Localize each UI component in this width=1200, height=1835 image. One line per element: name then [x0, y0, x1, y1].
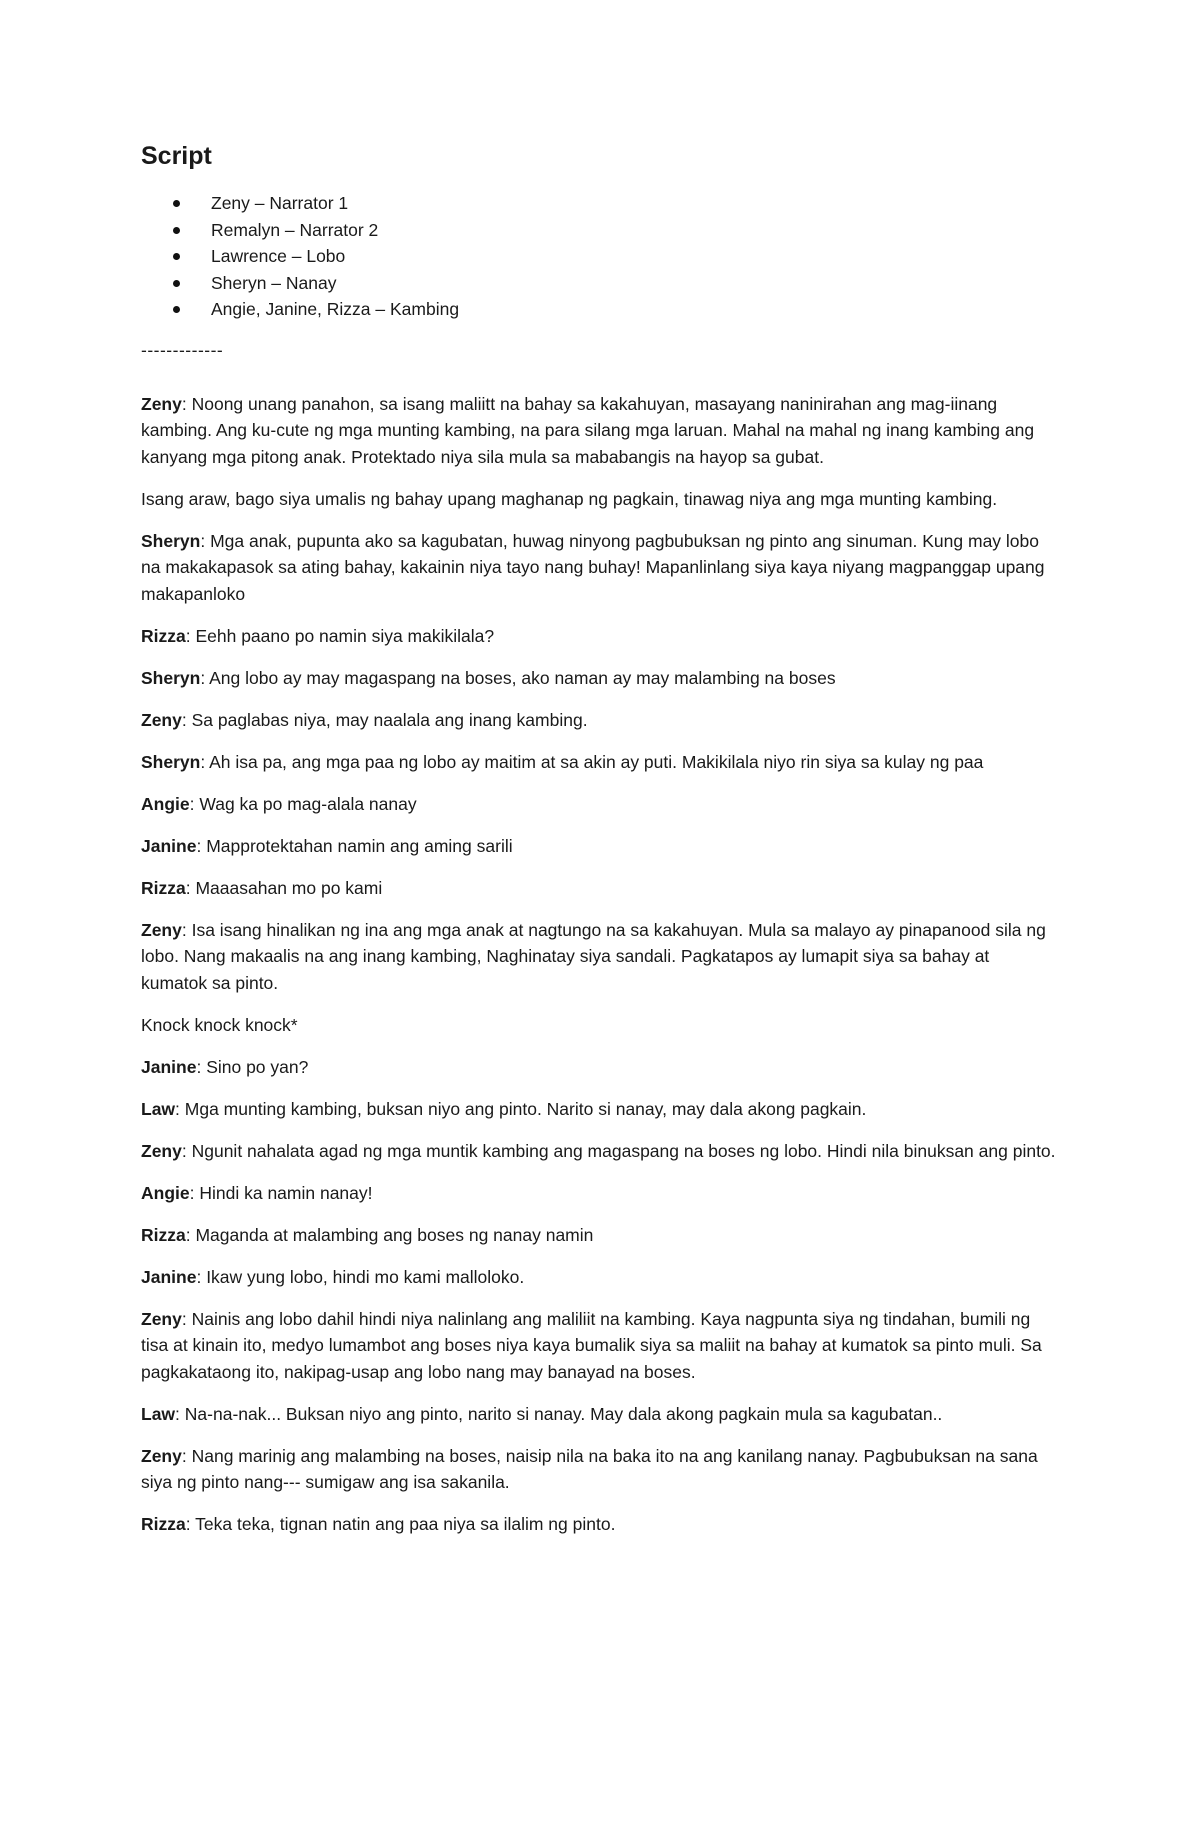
line-text: Ngunit nahalata agad ng mga muntik kambing ang magaspang na boses ng lobo. Hindi nila binuksan ang pinto.	[191, 1140, 1056, 1161]
divider: -------------	[141, 339, 224, 360]
speaker-name: Zeny	[141, 709, 182, 730]
cast-item-text: Angie, Janine, Rizza – Kambing	[211, 299, 460, 319]
speaker-name: Sheryn	[141, 667, 201, 688]
dialogue-line	[141, 486, 1056, 513]
dialogue-line	[141, 1443, 1056, 1496]
dialogue-line	[141, 1222, 1056, 1249]
speaker-name: Janine	[141, 835, 197, 856]
cast-item-text: Sheryn – Nanay	[211, 272, 337, 293]
dialogue-line	[141, 1511, 1056, 1538]
cast-item	[211, 190, 1056, 217]
speaker-colon: :	[181, 393, 192, 414]
speaker-colon: :	[181, 709, 192, 730]
dialogue	[141, 391, 1056, 1538]
speaker-colon: :	[181, 1445, 192, 1466]
speaker-name: Rizza	[141, 1514, 186, 1534]
cast-item-text: Zeny – Narrator 1	[211, 193, 349, 213]
dialogue-line	[141, 528, 1056, 608]
dialogue-line	[141, 623, 1056, 650]
line-text: Maganda at malambing ang boses ng nanay namin	[195, 1224, 594, 1245]
speaker-name: Angie	[141, 793, 190, 814]
dialogue-line	[141, 875, 1056, 902]
line-text: Noong unang panahon, sa isang maliitt na bahay sa kakahuyan, masayang naninirahan ang mag-iinang kambing. Ang ku-cute ng mga munting kambing, na para silang mga laruan. Mahal na mahal ng inang kambing ang kanyang mga pitong anak. Protektado niya sila mula sa mababangis na hayop sa gubat.	[141, 393, 1035, 467]
dialogue-line	[141, 917, 1056, 997]
speaker-colon: :	[175, 1403, 185, 1424]
line-text: Nainis ang lobo dahil hindi niya nalinlang ang maliliit na kambing. Kaya nagpunta siya ng tindahan, bumili ng tisa at kinain ito, medyo lumambot ang boses niya kaya bumalik siya sa maliit na bahay at kumatok sa pinto muli. Sa pagkakataong ito, nakipag-usap ang lobo nang may banayad na boses.	[141, 1308, 1042, 1382]
dialogue-line	[141, 1180, 1056, 1207]
dialogue-line	[141, 707, 1056, 734]
cast-item-text: Remalyn – Narrator 2	[211, 219, 379, 240]
speaker-colon: :	[175, 1098, 185, 1119]
cast-item-text: Lawrence – Lobo	[211, 246, 346, 266]
speaker-colon: :	[200, 530, 211, 551]
line-text: Teka teka, tignan natin ang paa niya sa ilalim ng pinto.	[195, 1514, 616, 1534]
speaker-name: Angie	[141, 1182, 190, 1203]
line-text: Ikaw yung lobo, hindi mo kami malloloko.	[206, 1266, 525, 1287]
dialogue-line	[141, 1054, 1056, 1081]
dialogue-line	[141, 791, 1056, 818]
dialogue-line	[141, 833, 1056, 860]
speaker-name: Rizza	[141, 625, 186, 646]
speaker-name: Zeny	[141, 919, 182, 940]
line-text: Hindi ka namin nanay!	[199, 1182, 373, 1203]
speaker-colon: :	[181, 919, 192, 940]
dialogue-line	[141, 665, 1056, 692]
line-text: Mga munting kambing, buksan niyo ang pinto. Narito si nanay, may dala akong pagkain.	[184, 1098, 867, 1119]
dialogue-line	[141, 391, 1056, 471]
bullet-icon	[173, 253, 180, 260]
speaker-name: Zeny	[141, 1140, 182, 1161]
line-text: Isang araw, bago siya umalis ng bahay upang maghanap ng pagkain, tinawag niya ang mga munting kambing.	[141, 488, 998, 509]
dialogue-line	[141, 1012, 1056, 1039]
line-text: Eehh paano po namin siya makikilala?	[195, 625, 495, 646]
bullet-icon	[173, 227, 180, 234]
line-text: Wag ka po mag-alala nanay	[199, 793, 417, 814]
speaker-name: Janine	[141, 1056, 197, 1077]
speaker-name: Law	[141, 1403, 176, 1424]
line-text: Ah isa pa, ang mga paa ng lobo ay maitim at sa akin ay puti. Makikilala niyo rin siya sa kulay ng paa	[209, 751, 984, 772]
speaker-colon: :	[196, 1056, 207, 1077]
bullet-icon	[173, 200, 180, 207]
speaker-colon: :	[181, 1308, 192, 1329]
cast-item	[211, 243, 1056, 270]
dialogue-line	[141, 1138, 1056, 1165]
cast-item	[211, 296, 1056, 323]
speaker-colon: :	[185, 625, 196, 646]
document-page	[141, 140, 1056, 1553]
line-text: Na-na-nak... Buksan niyo ang pinto, narito si nanay. May dala akong pagkain mula sa kagubatan..	[184, 1403, 943, 1424]
speaker-colon: :	[185, 877, 196, 898]
dialogue-line	[141, 1264, 1056, 1291]
speaker-colon: :	[200, 667, 210, 688]
dialogue-line	[141, 1306, 1056, 1386]
line-text: Mapprotektahan namin ang aming sarili	[206, 835, 513, 856]
speaker-name: Zeny	[141, 1308, 182, 1329]
line-text: Isa isang hinalikan ng ina ang mga anak at nagtungo na sa kakahuyan. Mula sa malayo ay pinapanood sila ng lobo. Nang makaalis na ang inang kambing, Naghinatay siya sandali. Pagkatapos ay lumapit siya sa bahay at kumatok sa pinto.	[141, 919, 1046, 993]
speaker-colon: :	[189, 1182, 200, 1203]
speaker-name: Janine	[141, 1266, 197, 1287]
line-text: Mga anak, pupunta ako sa kagubatan, huwag ninyong pagbubuksan ng pinto ang sinuman. Kung may lobo na makakapasok sa ating bahay, kakainin niya tayo nang buhay! Mapanlinlang siya kaya niyang magpanggap upang makapanloko	[141, 530, 1045, 604]
speaker-colon: :	[196, 1266, 207, 1287]
dialogue-line	[141, 1401, 1056, 1428]
line-text: Ang lobo ay may magaspang na boses, ako naman ay may malambing na boses	[209, 667, 836, 688]
speaker-name: Zeny	[141, 1445, 182, 1466]
line-text: Maaasahan mo po kami	[195, 877, 383, 898]
page-title: Script	[141, 142, 212, 170]
speaker-name: Zeny	[141, 393, 182, 414]
speaker-name: Sheryn	[141, 530, 201, 551]
line-text: Knock knock knock*	[141, 1014, 298, 1035]
speaker-colon: :	[200, 751, 210, 772]
speaker-name: Rizza	[141, 1224, 186, 1245]
speaker-colon: :	[181, 1140, 192, 1161]
line-text: Sa paglabas niya, may naalala ang inang kambing.	[191, 709, 588, 730]
dialogue-line	[141, 1096, 1056, 1123]
line-text: Sino po yan?	[206, 1056, 309, 1077]
cast-item	[211, 217, 1056, 244]
speaker-colon: :	[185, 1224, 196, 1245]
cast-item	[211, 270, 1056, 297]
line-text: Nang marinig ang malambing na boses, naisip nila na baka ito na ang kanilang nanay. Pagbubuksan na sana siya ng pinto nang--- sumigaw ang isa sakanila.	[141, 1445, 1038, 1492]
speaker-colon: :	[189, 793, 200, 814]
speaker-name: Law	[141, 1098, 176, 1119]
dialogue-line	[141, 749, 1056, 776]
bullet-icon	[173, 306, 180, 313]
speaker-name: Sheryn	[141, 751, 201, 772]
speaker-colon: :	[185, 1514, 196, 1534]
speaker-name: Rizza	[141, 877, 186, 898]
cast-list	[141, 190, 1056, 323]
speaker-colon: :	[196, 835, 207, 856]
bullet-icon	[173, 280, 180, 287]
